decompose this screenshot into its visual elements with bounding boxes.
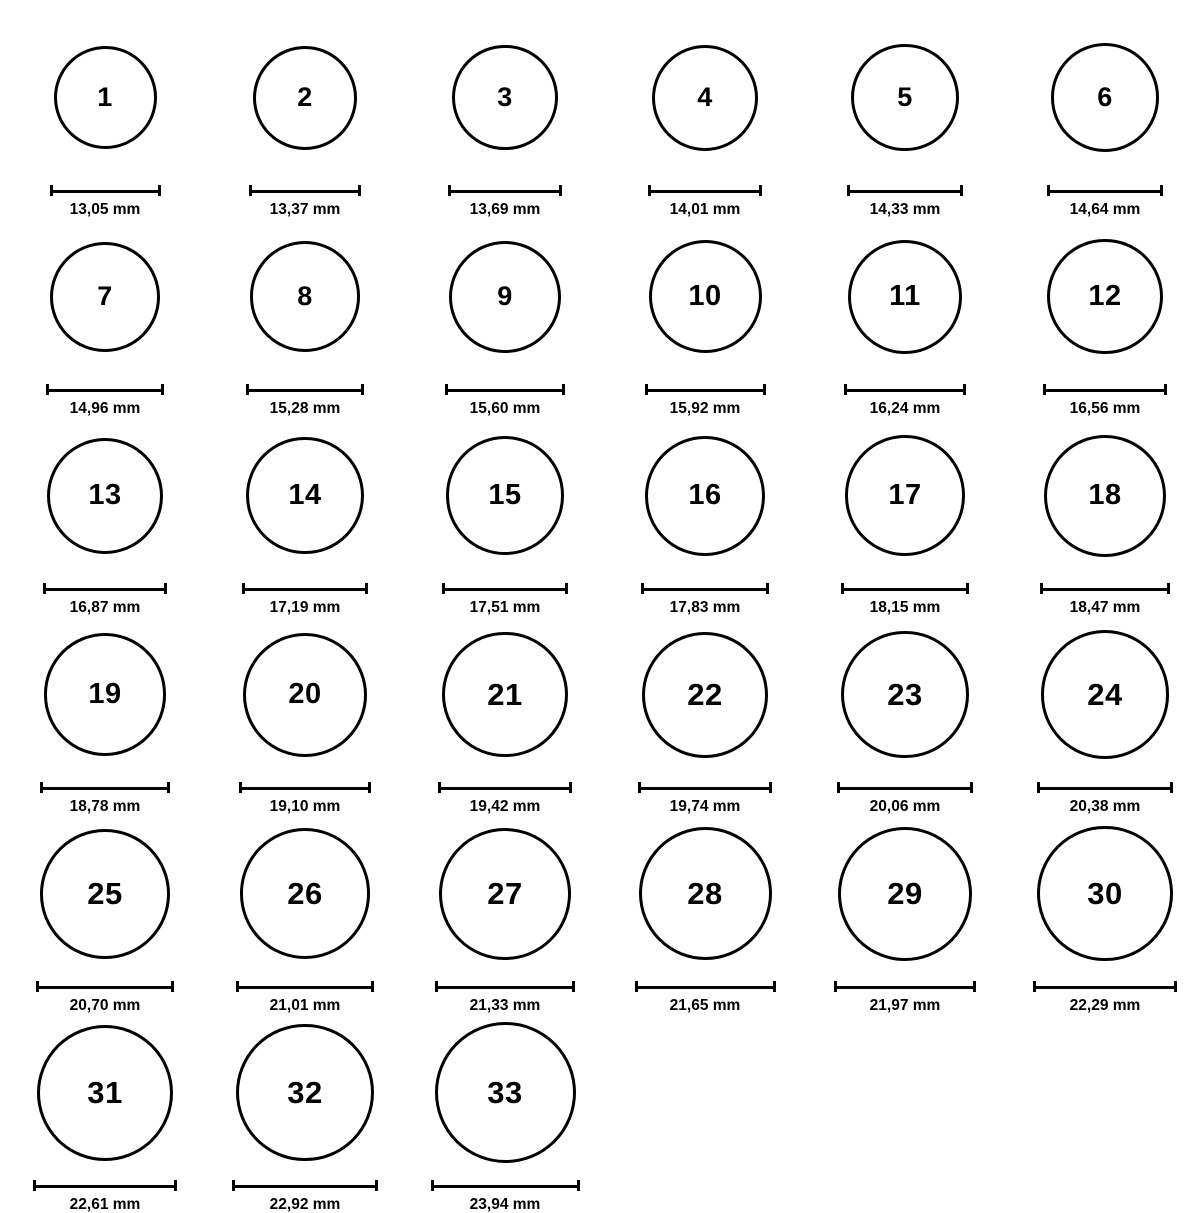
diameter-label: 19,42 mm (469, 797, 541, 815)
dimension-bar-icon (46, 384, 164, 395)
measurement (33, 1180, 177, 1213)
diameter-label: 21,33 mm (469, 996, 541, 1014)
ring-circle[interactable] (649, 240, 762, 353)
diameter-label: 20,06 mm (869, 797, 941, 815)
circle-container (810, 18, 1000, 178)
diameter-label: 13,37 mm (269, 200, 341, 218)
circle-container (10, 814, 200, 974)
measurement (641, 583, 769, 616)
dimension-bar-icon (1047, 185, 1164, 196)
diameter-label: 14,33 mm (869, 200, 941, 218)
dimension-bar-icon (431, 1180, 580, 1191)
ring-circle[interactable] (1051, 43, 1160, 152)
measurement (448, 185, 561, 218)
ring-size-number: 3 (497, 82, 513, 113)
dimension-bar-icon (837, 782, 972, 793)
ring-circle[interactable] (50, 242, 160, 352)
circle-container (1010, 217, 1200, 377)
ring-size-number: 21 (487, 677, 523, 713)
dimension-bar-icon (236, 981, 375, 992)
ring-size-item[interactable] (10, 814, 200, 1013)
chart-row (0, 18, 1200, 217)
dimension-bar-icon (445, 384, 565, 395)
diameter-label: 22,29 mm (1069, 996, 1141, 1014)
circle-container (210, 814, 400, 974)
dimension-bar-icon (435, 981, 575, 992)
dimension-bar-icon (641, 583, 769, 594)
ring-circle[interactable] (439, 828, 571, 960)
dimension-bar-icon (232, 1180, 377, 1191)
circle-container (210, 18, 400, 178)
circle-container (210, 416, 400, 576)
ring-size-item[interactable] (210, 217, 400, 416)
ring-size-number: 27 (487, 876, 523, 912)
chart-row (0, 615, 1200, 814)
ring-circle[interactable] (848, 240, 962, 354)
ring-size-item[interactable] (210, 615, 400, 814)
dimension-bar-icon (844, 384, 966, 395)
ring-size-item[interactable] (1010, 18, 1200, 217)
ring-size-number: 26 (287, 876, 323, 912)
diameter-label: 16,24 mm (869, 399, 941, 417)
dimension-bar-icon (1040, 583, 1170, 594)
ring-circle[interactable] (253, 46, 357, 150)
ring-size-item[interactable] (1010, 217, 1200, 416)
ring-size-number: 20 (288, 678, 322, 711)
circle-container (410, 416, 600, 576)
measurement (246, 384, 365, 417)
diameter-label: 17,83 mm (669, 598, 741, 616)
ring-circle[interactable] (449, 241, 561, 353)
measurement (1037, 782, 1174, 815)
diameter-label: 19,74 mm (669, 797, 741, 815)
circle-container (610, 814, 800, 974)
ring-size-number: 7 (97, 281, 113, 312)
ring-size-number: 28 (687, 876, 723, 912)
dimension-bar-icon (50, 185, 161, 196)
measurement (645, 384, 766, 417)
measurement (1040, 583, 1170, 616)
ring-circle[interactable] (841, 631, 968, 758)
dimension-bar-icon (249, 185, 361, 196)
diameter-label: 18,78 mm (69, 797, 141, 815)
ring-size-number: 29 (887, 876, 923, 912)
ring-size-item[interactable] (210, 1013, 400, 1212)
ring-circle[interactable] (642, 632, 768, 758)
measurement (844, 384, 966, 417)
circle-container (1010, 18, 1200, 178)
measurement (1043, 384, 1166, 417)
measurement (638, 782, 772, 815)
dimension-bar-icon (438, 782, 571, 793)
circle-container (610, 615, 800, 775)
measurement (249, 185, 361, 218)
ring-size-number: 8 (297, 281, 313, 312)
dimension-bar-icon (1043, 384, 1166, 395)
measurement (841, 583, 970, 616)
ring-circle[interactable] (452, 45, 557, 150)
circle-container (210, 615, 400, 775)
ring-circle[interactable] (645, 436, 765, 556)
diameter-label: 14,01 mm (669, 200, 741, 218)
ring-circle[interactable] (639, 827, 772, 960)
ring-size-item[interactable] (410, 615, 600, 814)
ring-circle[interactable] (446, 436, 565, 555)
ring-circle[interactable] (1041, 630, 1170, 759)
diameter-label: 20,38 mm (1069, 797, 1141, 815)
dimension-bar-icon (448, 185, 561, 196)
ring-size-item[interactable] (810, 217, 1000, 416)
ring-size-item[interactable] (610, 217, 800, 416)
ring-circle[interactable] (243, 633, 367, 757)
diameter-label: 13,69 mm (469, 200, 541, 218)
dimension-bar-icon (442, 583, 569, 594)
circle-container (810, 416, 1000, 576)
ring-size-number: 11 (889, 280, 921, 313)
ring-circle[interactable] (44, 633, 167, 756)
diameter-label: 15,92 mm (669, 399, 741, 417)
ring-size-number: 23 (887, 677, 923, 713)
dimension-bar-icon (242, 583, 367, 594)
measurement (834, 981, 976, 1014)
dimension-bar-icon (33, 1180, 177, 1191)
circle-container (610, 416, 800, 576)
ring-size-number: 17 (888, 479, 922, 512)
circle-container (10, 615, 200, 775)
diameter-label: 22,61 mm (69, 1195, 141, 1213)
circle-container (410, 217, 600, 377)
circle-container (210, 1013, 400, 1173)
diameter-label: 19,10 mm (269, 797, 341, 815)
ring-size-number: 14 (288, 479, 322, 512)
ring-size-number: 33 (487, 1075, 523, 1111)
ring-size-item[interactable] (10, 18, 200, 217)
diameter-label: 18,15 mm (869, 598, 941, 616)
ring-size-item[interactable] (210, 416, 400, 615)
dimension-bar-icon (645, 384, 766, 395)
ring-size-number: 4 (697, 82, 713, 113)
ring-circle[interactable] (838, 827, 972, 961)
measurement (435, 981, 575, 1014)
ring-size-number: 16 (688, 479, 722, 512)
ring-size-item[interactable] (1010, 416, 1200, 615)
circle-container (410, 615, 600, 775)
ring-circle[interactable] (40, 829, 170, 959)
circle-container (610, 217, 800, 377)
dimension-bar-icon (1033, 981, 1176, 992)
ring-size-item[interactable] (610, 814, 800, 1013)
diameter-label: 20,70 mm (69, 996, 141, 1014)
ring-size-number: 5 (897, 82, 913, 113)
ring-size-number: 9 (497, 281, 513, 312)
ring-size-number: 31 (87, 1075, 123, 1111)
ring-circle[interactable] (47, 438, 163, 554)
measurement (837, 782, 972, 815)
ring-circle[interactable] (851, 44, 958, 151)
circle-container (810, 217, 1000, 377)
circle-container (210, 217, 400, 377)
ring-circle[interactable] (236, 1024, 373, 1161)
dimension-bar-icon (648, 185, 762, 196)
measurement (43, 583, 167, 616)
ring-size-item[interactable] (1010, 615, 1200, 814)
dimension-bar-icon (36, 981, 174, 992)
circle-container (810, 615, 1000, 775)
circle-container (410, 1013, 600, 1173)
ring-size-number: 12 (1088, 280, 1122, 313)
ring-circle[interactable] (1047, 239, 1162, 354)
dimension-bar-icon (40, 782, 171, 793)
diameter-label: 22,92 mm (269, 1195, 341, 1213)
diameter-label: 21,01 mm (269, 996, 341, 1014)
measurement (1047, 185, 1164, 218)
measurement (239, 782, 371, 815)
diameter-label: 21,65 mm (669, 996, 741, 1014)
ring-size-item[interactable] (610, 615, 800, 814)
ring-size-number: 32 (287, 1075, 323, 1111)
ring-size-item[interactable] (810, 18, 1000, 217)
measurement (431, 1180, 580, 1213)
dimension-bar-icon (834, 981, 976, 992)
circle-container (410, 814, 600, 974)
ring-size-item[interactable] (610, 416, 800, 615)
diameter-label: 14,96 mm (69, 399, 141, 417)
measurement (36, 981, 174, 1014)
diameter-label: 15,28 mm (269, 399, 341, 417)
ring-size-number: 19 (88, 678, 122, 711)
ring-circle[interactable] (1037, 826, 1172, 961)
diameter-label: 13,05 mm (69, 200, 141, 218)
ring-size-item[interactable] (810, 814, 1000, 1013)
chart-row (0, 217, 1200, 416)
chart-row (0, 416, 1200, 615)
ring-size-number: 30 (1087, 876, 1123, 912)
ring-circle[interactable] (54, 46, 157, 149)
circle-container (1010, 416, 1200, 576)
ring-size-number: 25 (87, 876, 123, 912)
ring-circle[interactable] (246, 437, 363, 554)
diameter-label: 16,56 mm (1069, 399, 1141, 417)
ring-circle[interactable] (37, 1025, 173, 1161)
ring-size-item[interactable] (10, 416, 200, 615)
chart-row (0, 1013, 1200, 1212)
dimension-bar-icon (239, 782, 371, 793)
dimension-bar-icon (847, 185, 962, 196)
measurement (242, 583, 367, 616)
ring-size-item[interactable] (410, 18, 600, 217)
measurement (648, 185, 762, 218)
ring-circle[interactable] (442, 632, 567, 757)
circle-container (10, 1013, 200, 1173)
diameter-label: 18,47 mm (1069, 598, 1141, 616)
diameter-label: 16,87 mm (69, 598, 141, 616)
ring-size-item[interactable] (410, 1013, 600, 1212)
ring-size-item[interactable] (410, 416, 600, 615)
dimension-bar-icon (246, 384, 365, 395)
diameter-label: 23,94 mm (469, 1195, 541, 1213)
measurement (46, 384, 164, 417)
ring-size-item[interactable] (810, 615, 1000, 814)
measurement (847, 185, 962, 218)
measurement (50, 185, 161, 218)
diameter-label: 17,51 mm (469, 598, 541, 616)
ring-size-number: 2 (297, 82, 313, 113)
chart-row (0, 814, 1200, 1013)
ring-size-number: 22 (687, 677, 723, 713)
ring-size-number: 18 (1088, 479, 1122, 512)
ring-circle[interactable] (435, 1022, 576, 1163)
ring-size-item[interactable] (1010, 814, 1200, 1013)
ring-size-number: 1 (97, 82, 113, 113)
ring-size-item[interactable] (10, 615, 200, 814)
ring-circle[interactable] (652, 45, 758, 151)
ring-size-number: 24 (1087, 677, 1123, 713)
dimension-bar-icon (1037, 782, 1174, 793)
measurement (40, 782, 171, 815)
diameter-label: 17,19 mm (269, 598, 341, 616)
circle-container (610, 18, 800, 178)
circle-container (10, 18, 200, 178)
circle-container (10, 217, 200, 377)
ring-size-item[interactable] (210, 814, 400, 1013)
ring-circle[interactable] (845, 435, 966, 556)
dimension-bar-icon (841, 583, 970, 594)
measurement (232, 1180, 377, 1213)
ring-size-number: 13 (88, 479, 122, 512)
ring-circle[interactable] (240, 828, 371, 959)
circle-container (1010, 615, 1200, 775)
ring-size-number: 10 (688, 280, 722, 313)
ring-size-item[interactable] (610, 18, 800, 217)
circle-container (10, 416, 200, 576)
dimension-bar-icon (638, 782, 772, 793)
circle-container (410, 18, 600, 178)
measurement (236, 981, 375, 1014)
diameter-label: 15,60 mm (469, 399, 541, 417)
ring-size-item[interactable] (810, 416, 1000, 615)
measurement (442, 583, 569, 616)
ring-size-item[interactable] (210, 18, 400, 217)
circle-container (810, 814, 1000, 974)
diameter-label: 14,64 mm (1069, 200, 1141, 218)
measurement (635, 981, 776, 1014)
measurement (1033, 981, 1176, 1014)
ring-size-number: 6 (1097, 82, 1113, 113)
measurement (445, 384, 565, 417)
measurement (438, 782, 571, 815)
ring-size-item[interactable] (410, 217, 600, 416)
ring-circle[interactable] (250, 241, 361, 352)
diameter-label: 21,97 mm (869, 996, 941, 1014)
dimension-bar-icon (635, 981, 776, 992)
ring-size-number: 15 (488, 479, 522, 512)
ring-size-item[interactable] (10, 1013, 200, 1212)
circle-container (1010, 814, 1200, 974)
dimension-bar-icon (43, 583, 167, 594)
ring-size-item[interactable] (410, 814, 600, 1013)
ring-circle[interactable] (1044, 435, 1166, 557)
ring-size-item[interactable] (10, 217, 200, 416)
